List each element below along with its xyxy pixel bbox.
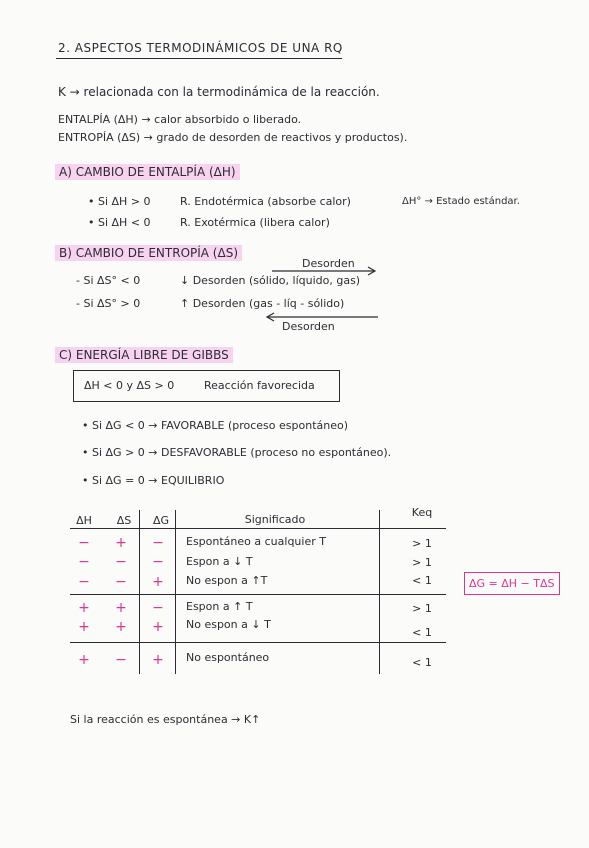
table-cell: > 1 xyxy=(412,602,432,615)
section-a-desc-2: R. Exotérmica (libera calor) xyxy=(180,216,330,229)
table-rule xyxy=(70,528,446,529)
table-cell: No espon a ↑T xyxy=(186,574,268,587)
section-b-cond-1: - Si ΔS° < 0 xyxy=(76,274,141,287)
section-b-desc-1: ↓ Desorden (sólido, líquido, gas) xyxy=(180,274,361,287)
section-a-desc-1: R. Endotérmica (absorbe calor) xyxy=(180,195,351,208)
table-header: Significado xyxy=(244,513,306,526)
favored-result: Reacción favorecida xyxy=(204,379,315,392)
k-line: K → relacionada con la termodinámica de la reacción. xyxy=(58,85,380,99)
table-cell: − xyxy=(78,574,90,590)
table-header: ΔG xyxy=(152,514,170,527)
table-rule xyxy=(175,510,176,674)
table-cell: + xyxy=(78,600,90,616)
table-cell: > 1 xyxy=(412,537,432,550)
table-cell: + xyxy=(152,652,164,668)
table-cell: + xyxy=(152,619,164,635)
table-rule xyxy=(139,510,140,674)
title-underline xyxy=(56,58,342,59)
table-rule xyxy=(379,510,380,674)
section-a-cond-2: • Si ΔH < 0 xyxy=(88,216,151,229)
desorden-top-label: Desorden xyxy=(302,257,355,270)
table-cell: < 1 xyxy=(412,574,432,587)
entropia-line: ENTROPÍA (ΔS) → grado de desorden de reactivos y productos). xyxy=(58,131,408,144)
table-cell: − xyxy=(78,535,90,551)
table-cell: > 1 xyxy=(412,556,432,569)
table-cell: − xyxy=(152,535,164,551)
table-rule xyxy=(70,642,446,643)
section-b-cond-2: - Si ΔS° > 0 xyxy=(76,297,141,310)
entalpia-line: ENTALPÍA (ΔH) → calor absorbido o liberado. xyxy=(58,113,302,126)
table-cell: Espon a ↓ T xyxy=(186,555,253,568)
table-cell: No espontáneo xyxy=(186,651,270,664)
table-cell: − xyxy=(78,554,90,570)
table-cell: Espontáneo a cualquier T xyxy=(186,535,326,548)
section-b-heading: B) CAMBIO DE ENTROPÍA (ΔS) xyxy=(55,245,242,261)
table-rule xyxy=(70,594,446,595)
page-title: 2. ASPECTOS TERMODINÁMICOS DE UNA RQ xyxy=(58,41,343,55)
gibbs-rule-positive: • Si ΔG > 0 → DESFAVORABLE (proceso no espontáneo). xyxy=(82,446,392,459)
table-cell: + xyxy=(115,619,127,635)
favored-condition: ΔH < 0 y ΔS > 0 xyxy=(84,379,175,392)
table-cell: + xyxy=(78,619,90,635)
spontaneous-k-note: Si la reacción es espontánea → K↑ xyxy=(70,713,261,726)
table-cell: + xyxy=(152,574,164,590)
table-header: Keq xyxy=(411,506,433,519)
gibbs-rule-zero: • Si ΔG = 0 → EQUILIBRIO xyxy=(82,474,225,487)
table-cell: + xyxy=(78,652,90,668)
table-cell: − xyxy=(115,652,127,668)
gibbs-rule-negative: • Si ΔG < 0 → FAVORABLE (proceso espontáneo) xyxy=(82,419,349,432)
table-cell: − xyxy=(115,554,127,570)
table-cell: No espon a ↓ T xyxy=(186,618,271,631)
table-cell: − xyxy=(115,574,127,590)
table-cell: < 1 xyxy=(412,626,432,639)
table-cell: − xyxy=(152,600,164,616)
table-cell: + xyxy=(115,600,127,616)
table-cell: − xyxy=(152,554,164,570)
section-c-heading: C) ENERGÍA LIBRE DE GIBBS xyxy=(55,347,233,363)
table-header: ΔS xyxy=(116,514,132,527)
table-cell: + xyxy=(115,535,127,551)
table-header: ΔH xyxy=(76,514,92,527)
section-b-desc-2: ↑ Desorden (gas - líq - sólido) xyxy=(180,297,345,310)
table-cell: Espon a ↑ T xyxy=(186,600,253,613)
table-cell: < 1 xyxy=(412,656,432,669)
standard-state-note: ΔH° → Estado estándar. xyxy=(402,196,520,207)
section-a-heading: A) CAMBIO DE ENTALPÍA (ΔH) xyxy=(55,164,240,180)
gibbs-formula-box: ΔG = ΔH − TΔS xyxy=(464,572,560,595)
desorden-bottom-label: Desorden xyxy=(282,320,335,333)
section-a-cond-1: • Si ΔH > 0 xyxy=(88,195,151,208)
